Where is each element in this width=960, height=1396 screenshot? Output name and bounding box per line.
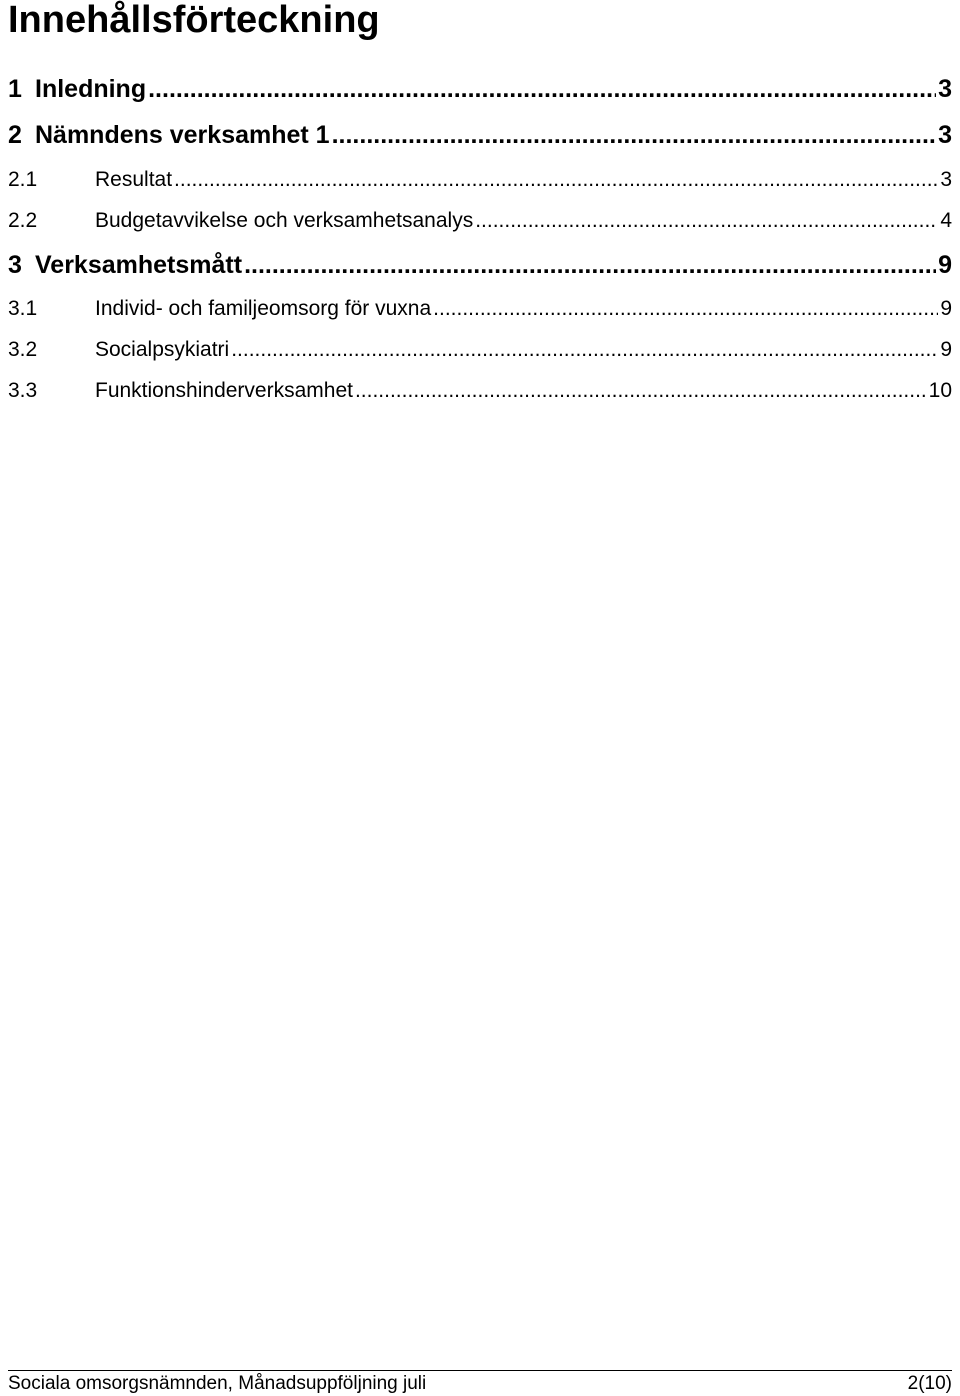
toc-leader-dots — [231, 338, 938, 362]
toc-entry-number: 3.2 — [8, 338, 38, 361]
toc-entry-label: Individ- och familjeomsorg för vuxna — [95, 297, 432, 320]
toc-entry-page: 10 — [928, 379, 952, 402]
toc-leader-dots — [174, 168, 938, 192]
toc-entry-label: Socialpsykiatri — [95, 338, 230, 361]
toc-entry[interactable] — [8, 297, 952, 325]
toc-entry[interactable] — [8, 379, 952, 407]
page-title: Innehållsförteckning — [8, 0, 380, 41]
toc-entry-page: 9 — [940, 297, 952, 320]
toc-leader-dots — [355, 379, 927, 403]
toc-leader-dots — [332, 121, 937, 150]
toc-entry-number: 2 — [8, 121, 22, 149]
toc-entry[interactable] — [8, 338, 952, 366]
toc-entry[interactable] — [8, 121, 952, 153]
toc-leader-dots — [244, 251, 936, 280]
toc-entry[interactable] — [8, 168, 952, 196]
footer-document-title: Sociala omsorgsnämnden, Månadsuppföljning juli — [8, 1373, 427, 1394]
toc-entry[interactable] — [8, 209, 952, 237]
toc-entry-label: Budgetavvikelse och verksamhetsanalys — [95, 209, 474, 232]
toc-entry-number: 2.2 — [8, 209, 38, 232]
page-footer — [8, 1372, 952, 1396]
footer-page-number: 2(10) — [907, 1373, 952, 1394]
toc-entry[interactable] — [8, 251, 952, 283]
toc-leader-dots — [475, 209, 938, 233]
toc-entry-label: Funktionshinderverksamhet — [95, 379, 353, 402]
toc-entry-label: Inledning — [35, 75, 147, 103]
toc-entry-number: 3.3 — [8, 379, 38, 402]
toc-entry-number: 3.1 — [8, 297, 38, 320]
toc-entry-page: 3 — [940, 168, 952, 191]
toc-entry-label: Verksamhetsmått — [35, 251, 243, 279]
toc-entry-number: 3 — [8, 251, 22, 279]
toc-entry-page: 9 — [940, 338, 952, 361]
toc-entry-page: 3 — [938, 121, 952, 149]
toc-entry-number: 1 — [8, 75, 22, 103]
toc-entry-label: Nämndens verksamhet 1 — [35, 121, 330, 149]
toc-entry-page: 3 — [938, 75, 952, 103]
footer-divider — [8, 1370, 952, 1371]
toc-leader-dots — [433, 297, 938, 321]
toc-entry-number: 2.1 — [8, 168, 38, 191]
toc-leader-dots — [148, 75, 936, 104]
toc-entry[interactable] — [8, 75, 952, 107]
toc-entry-label: Resultat — [95, 168, 173, 191]
toc-entry-page: 4 — [940, 209, 952, 232]
toc-entry-page: 9 — [938, 251, 952, 279]
